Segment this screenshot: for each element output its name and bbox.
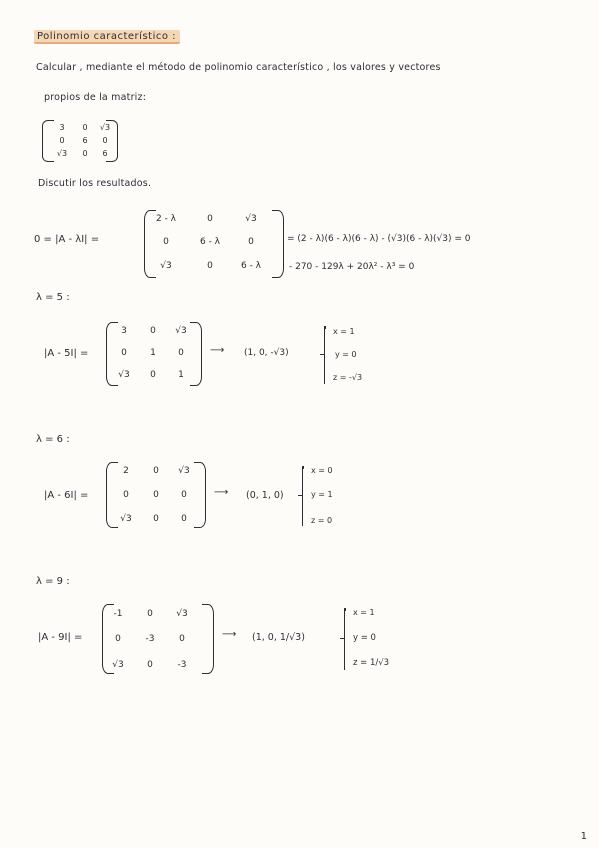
right-bracket — [190, 322, 202, 386]
matrix-cell: 0 — [248, 237, 254, 247]
eigenvalue-label-9: λ = 9 : — [36, 576, 70, 587]
eigenvalue-label-6: λ = 6 : — [36, 434, 70, 445]
char-poly-matrix — [144, 210, 284, 278]
right-bracket — [194, 462, 206, 528]
brace-icon — [302, 466, 308, 526]
matrix-cell: 0 — [150, 326, 156, 336]
eq-z-6: z = 0 — [311, 516, 333, 525]
eq-x-9: x = 1 — [353, 608, 375, 617]
matrix-cell: √3 — [118, 370, 130, 380]
matrix-cell: √3 — [112, 660, 124, 670]
matrix-cell: 0 — [121, 348, 127, 358]
matrix-cell: 3 — [121, 326, 127, 336]
matrix-cell: √3 — [56, 149, 68, 158]
eigen-6-lhs: |A - 6I| = — [44, 490, 89, 501]
matrix-cell: 0 — [207, 261, 213, 271]
matrix-cell: 0 — [147, 609, 153, 619]
eigen-9-matrix — [102, 604, 214, 674]
eigen-6-matrix — [106, 462, 206, 528]
arrow-icon: ⟶ — [222, 629, 237, 640]
matrix-cell: 0 — [147, 660, 153, 670]
right-bracket — [272, 210, 284, 278]
matrix-cell: 0 — [150, 370, 156, 380]
matrix-cell: √3 — [99, 123, 111, 132]
char-poly-expansion: = (2 - λ)(6 - λ)(6 - λ) - (√3)(6 - λ)(√3) = 0 — [287, 234, 471, 244]
matrix-cell: 0 — [82, 149, 88, 158]
statement-line-2: propios de la matriz: — [44, 92, 147, 103]
matrix-cell: 3 — [59, 123, 65, 132]
arrow-icon: ⟶ — [214, 487, 229, 498]
brace-icon — [344, 608, 350, 670]
arrow-icon: ⟶ — [210, 345, 225, 356]
matrix-a — [42, 120, 118, 162]
matrix-cell: 0 — [181, 514, 187, 524]
eq-z-9: z = 1/√3 — [353, 658, 390, 668]
eq-y-9: y = 0 — [353, 633, 376, 643]
eigenvector-6: (0, 1, 0) — [246, 490, 284, 501]
matrix-cell: √3 — [176, 609, 188, 619]
matrix-cell: 1 — [178, 370, 184, 380]
matrix-cell: -3 — [145, 634, 155, 644]
eq-x-6: x = 0 — [311, 466, 333, 475]
matrix-cell: 2 — [123, 466, 129, 476]
matrix-cell: 6 — [82, 136, 88, 145]
matrix-cell: √3 — [120, 514, 132, 524]
left-bracket — [106, 462, 118, 528]
matrix-cell: √3 — [160, 261, 172, 271]
page-number: 1 — [580, 831, 587, 842]
left-bracket — [42, 120, 54, 162]
matrix-cell: 0 — [59, 136, 65, 145]
eq-y-6: y = 1 — [311, 490, 333, 499]
eq-y-5: y = 0 — [335, 350, 357, 359]
eigenvector-5: (1, 0, -√3) — [244, 348, 289, 358]
page-title: Polinomio característico : — [34, 30, 180, 44]
char-poly-result: - 270 - 129λ + 20λ² - λ³ = 0 — [289, 262, 415, 272]
matrix-cell: 0 — [82, 123, 88, 132]
char-poly-lhs: 0 = |A - λI| = — [34, 234, 100, 245]
eq-z-5: z = -√3 — [333, 373, 363, 382]
right-bracket — [202, 604, 214, 674]
eigenvector-9: (1, 0, 1/√3) — [252, 632, 305, 643]
matrix-cell: 2 - λ — [155, 214, 177, 224]
matrix-cell: 0 — [181, 490, 187, 500]
statement-line-1: Calcular , mediante el método de polinomio característico , los valores y vectores — [36, 62, 441, 73]
eigen-9-lhs: |A - 9I| = — [38, 632, 83, 643]
matrix-cell: 0 — [153, 514, 159, 524]
brace-icon — [324, 326, 330, 384]
matrix-cell: 0 — [153, 490, 159, 500]
matrix-cell: √3 — [245, 214, 257, 224]
matrix-cell: 6 - λ — [240, 261, 262, 271]
matrix-cell: 6 — [102, 149, 108, 158]
eigen-5-lhs: |A - 5I| = — [44, 348, 89, 359]
matrix-cell: 6 - λ — [199, 237, 221, 247]
matrix-cell: 0 — [153, 466, 159, 476]
eigen-5-matrix — [106, 322, 202, 386]
matrix-cell: 0 — [179, 634, 185, 644]
matrix-cell: -3 — [177, 660, 187, 670]
matrix-cell: 0 — [102, 136, 108, 145]
matrix-cell: √3 — [178, 466, 190, 476]
eq-x-5: x = 1 — [333, 327, 355, 336]
matrix-cell: -1 — [113, 609, 123, 619]
matrix-cell: 0 — [163, 237, 169, 247]
matrix-cell: 0 — [207, 214, 213, 224]
matrix-cell: 0 — [123, 490, 129, 500]
left-bracket — [144, 210, 156, 278]
matrix-cell: 0 — [115, 634, 121, 644]
left-bracket — [106, 322, 118, 386]
matrix-cell: √3 — [175, 326, 187, 336]
matrix-cell: 1 — [150, 348, 156, 358]
eigenvalue-label-5: λ = 5 : — [36, 292, 70, 303]
matrix-cell: 0 — [178, 348, 184, 358]
discuss-line: Discutir los resultados. — [38, 178, 152, 189]
